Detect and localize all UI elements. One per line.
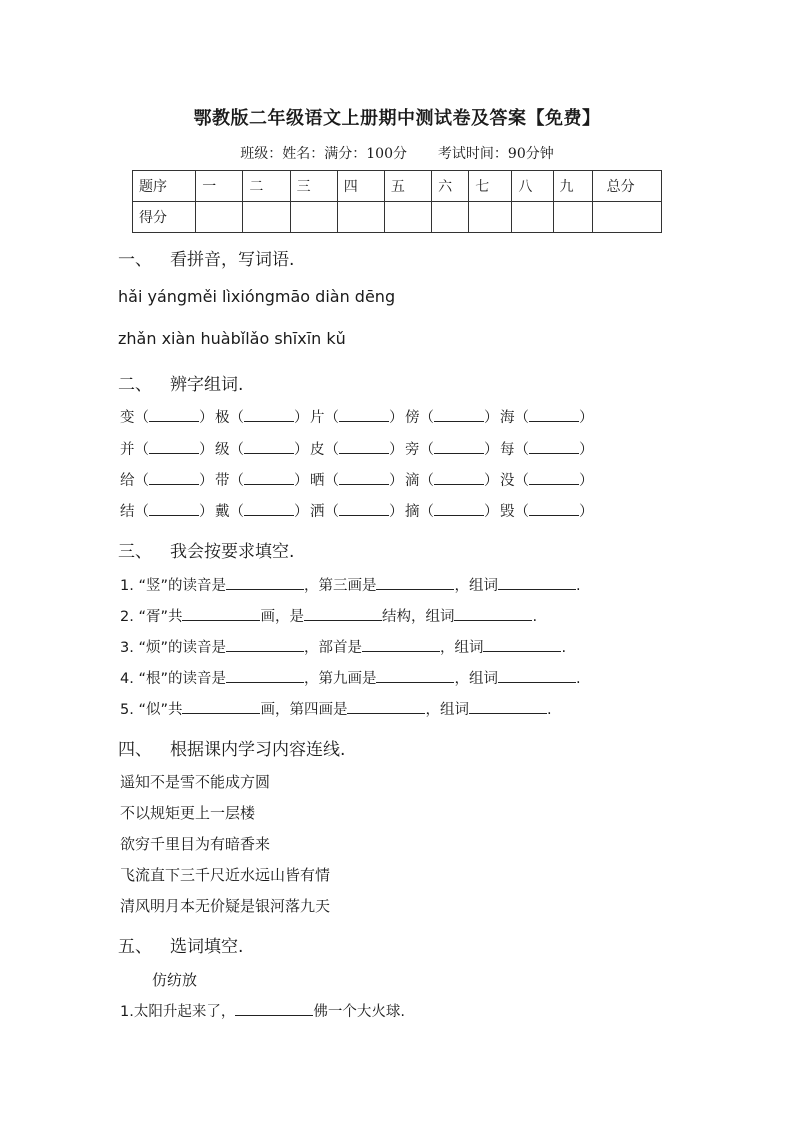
paren-open: （ (419, 473, 434, 489)
paren-open: （ (134, 410, 149, 426)
header-cell: 三 (290, 171, 337, 202)
word-blank[interactable] (529, 441, 579, 454)
score-label-cell: 得分 (133, 202, 196, 233)
paren-close: ） (484, 473, 499, 489)
word-blank[interactable] (149, 441, 199, 454)
word-blank[interactable] (244, 409, 294, 422)
char-row (120, 406, 595, 427)
score-cell[interactable] (243, 202, 290, 233)
word-choices: 仿纺放 (152, 971, 198, 989)
char-pair (500, 406, 595, 427)
section-2-heading (118, 370, 243, 395)
word-blank[interactable] (149, 503, 199, 516)
answer-blank[interactable] (347, 699, 425, 714)
header-cell: 题序 (133, 171, 196, 202)
char-pair (310, 500, 405, 521)
score-table (132, 170, 662, 233)
word-blank[interactable] (434, 409, 484, 422)
character: 摘 (405, 504, 420, 520)
word-blank[interactable] (339, 441, 389, 454)
poem-line[interactable]: 清风明月本无价疑是银河落九天 (120, 897, 331, 915)
question-text: 画，是 (260, 609, 304, 625)
word-blank[interactable] (434, 472, 484, 485)
header-cell: 六 (432, 171, 469, 202)
char-pair (405, 438, 500, 459)
fill-question-5 (120, 698, 552, 719)
question-text: ，组词 (454, 578, 498, 594)
paren-close: ） (484, 410, 499, 426)
char-pair (215, 406, 310, 427)
char-row (120, 438, 595, 459)
question-text: ，第三画是 (303, 578, 377, 594)
paren-close: ） (294, 442, 309, 458)
paren-open: （ (134, 473, 149, 489)
fill-question-3 (120, 636, 566, 657)
char-pair (405, 469, 500, 490)
score-table-header-row (133, 171, 662, 202)
character: 结 (120, 504, 135, 520)
paren-open: （ (134, 504, 149, 520)
header-cell: 总分 (592, 171, 661, 202)
paren-close: ） (199, 504, 214, 520)
char-pair (405, 406, 500, 427)
question-text: . (561, 640, 567, 656)
answer-blank[interactable] (235, 1001, 313, 1016)
question-text: 3. “烦”的读音是 (120, 640, 226, 656)
paren-close: ） (389, 473, 404, 489)
score-cell[interactable] (512, 202, 553, 233)
class-name-score-info: 班级：姓名：满分：100分 (240, 146, 407, 162)
paren-close: ） (294, 473, 309, 489)
char-pair (310, 406, 405, 427)
section-title: 看拼音，写词语. (170, 250, 295, 270)
score-table-score-row (133, 202, 662, 233)
header-cell: 四 (337, 171, 384, 202)
character: 晒 (310, 473, 325, 489)
answer-blank[interactable] (226, 637, 304, 652)
answer-blank[interactable] (469, 699, 547, 714)
section-number: 一、 (118, 250, 152, 270)
character: 极 (215, 410, 230, 426)
paren-close: ） (579, 504, 594, 520)
question-text: . (546, 702, 552, 718)
char-pair (310, 438, 405, 459)
score-cell[interactable] (553, 202, 592, 233)
section-number: 五、 (118, 937, 152, 957)
paren-open: （ (324, 442, 339, 458)
answer-blank[interactable] (226, 575, 304, 590)
answer-blank[interactable] (483, 637, 561, 652)
poem-line[interactable]: 不以规矩更上一层楼 (120, 804, 256, 822)
character: 海 (500, 410, 515, 426)
page-title: 鄂教版二年级语文上册期中测试卷及答案【免费】 (193, 108, 601, 129)
paren-open: （ (229, 442, 244, 458)
question-text: 结构，组词 (381, 609, 455, 625)
poem-line[interactable]: 欲穷千里目为有暗香来 (120, 835, 271, 853)
word-blank[interactable] (149, 472, 199, 485)
word-blank[interactable] (149, 409, 199, 422)
char-pair (310, 469, 405, 490)
paren-open: （ (324, 504, 339, 520)
character: 片 (310, 410, 325, 426)
fill-question-1 (120, 574, 581, 595)
exam-time: 考试时间：90分钟 (437, 146, 554, 162)
header-cell: 五 (384, 171, 431, 202)
character: 没 (500, 473, 515, 489)
answer-blank[interactable] (362, 637, 440, 652)
paren-close: ） (199, 442, 214, 458)
answer-blank[interactable] (498, 575, 576, 590)
sentence-1 (120, 1000, 405, 1021)
paren-open: （ (419, 442, 434, 458)
paren-close: ） (199, 410, 214, 426)
paren-close: ） (294, 504, 309, 520)
paren-close: ） (579, 442, 594, 458)
question-text: ，组词 (454, 671, 498, 687)
answer-blank[interactable] (454, 606, 532, 621)
character: 带 (215, 473, 230, 489)
char-pair (500, 438, 595, 459)
paren-open: （ (514, 504, 529, 520)
section-4-heading (118, 735, 345, 760)
char-pair (215, 438, 310, 459)
answer-blank[interactable] (182, 699, 260, 714)
paren-close: ） (389, 442, 404, 458)
score-cell[interactable] (592, 202, 661, 233)
section-title: 根据课内学习内容连线. (170, 740, 346, 760)
paren-open: （ (134, 442, 149, 458)
char-pair (120, 469, 215, 490)
paren-open: （ (324, 410, 339, 426)
char-pair (120, 406, 215, 427)
paren-open: （ (419, 410, 434, 426)
paren-close: ） (294, 410, 309, 426)
section-1-heading (118, 245, 294, 270)
char-pair (120, 500, 215, 521)
paren-close: ） (579, 473, 594, 489)
paren-open: （ (324, 473, 339, 489)
section-5-heading (118, 932, 243, 957)
answer-blank[interactable] (304, 606, 382, 621)
question-text: 5. “似”共 (120, 702, 183, 718)
header-cell: 九 (553, 171, 592, 202)
question-text: 4. “根”的读音是 (120, 671, 226, 687)
question-text: ，第九画是 (303, 671, 377, 687)
score-cell[interactable] (384, 202, 431, 233)
paren-open: （ (419, 504, 434, 520)
char-pair (215, 469, 310, 490)
character: 傍 (405, 410, 420, 426)
character: 级 (215, 442, 230, 458)
char-pair (500, 500, 595, 521)
section-number: 三、 (118, 542, 152, 562)
question-text: . (532, 609, 538, 625)
header-cell: 七 (469, 171, 512, 202)
pinyin-line-1: hǎi yángměi lìxióngmāo diàn dēng (118, 287, 396, 306)
word-blank[interactable] (529, 409, 579, 422)
poem-line[interactable]: 遥知不是雪不能成方圆 (120, 773, 271, 791)
word-blank[interactable] (434, 503, 484, 516)
char-row (120, 500, 595, 521)
section-number: 二、 (118, 375, 152, 395)
char-pair (405, 500, 500, 521)
score-cell[interactable] (337, 202, 384, 233)
answer-blank[interactable] (226, 668, 304, 683)
word-blank[interactable] (244, 472, 294, 485)
word-blank[interactable] (339, 503, 389, 516)
word-blank[interactable] (244, 441, 294, 454)
section-number: 四、 (118, 740, 152, 760)
score-cell[interactable] (469, 202, 512, 233)
fill-question-2 (120, 605, 537, 626)
pinyin-line-2: zhǎn xiàn huàbǐlǎo shīxīn kǔ (118, 329, 346, 348)
paren-close: ） (199, 473, 214, 489)
character: 皮 (310, 442, 325, 458)
word-blank[interactable] (434, 441, 484, 454)
character: 变 (120, 410, 135, 426)
char-row (120, 469, 595, 490)
answer-blank[interactable] (376, 668, 454, 683)
exam-info (0, 143, 794, 163)
word-blank[interactable] (339, 409, 389, 422)
word-blank[interactable] (529, 503, 579, 516)
answer-blank[interactable] (376, 575, 454, 590)
fill-question-4 (120, 667, 581, 688)
score-cell[interactable] (432, 202, 469, 233)
header-cell: 二 (243, 171, 290, 202)
section-title: 辨字组词. (170, 375, 244, 395)
answer-blank[interactable] (182, 606, 260, 621)
question-text: 1. “竖”的读音是 (120, 578, 226, 594)
character: 并 (120, 442, 135, 458)
paren-close: ） (389, 504, 404, 520)
word-blank[interactable] (529, 472, 579, 485)
question-text: ，组词 (439, 640, 484, 656)
char-pair (500, 469, 595, 490)
section-title: 我会按要求填空. (170, 542, 295, 562)
paren-close: ） (579, 410, 594, 426)
character: 毁 (500, 504, 515, 520)
char-pair (215, 500, 310, 521)
question-text: . (575, 671, 581, 687)
character: 旁 (405, 442, 420, 458)
paren-open: （ (229, 504, 244, 520)
word-blank[interactable] (339, 472, 389, 485)
paren-open: （ (514, 442, 529, 458)
paren-open: （ (514, 473, 529, 489)
score-cell[interactable] (290, 202, 337, 233)
question-text: 2. “胥”共 (120, 609, 183, 625)
character: 给 (120, 473, 135, 489)
question-text: 画，第四画是 (260, 702, 348, 718)
character: 戴 (215, 504, 230, 520)
paren-close: ） (484, 442, 499, 458)
char-pair (120, 438, 215, 459)
question-text: ，部首是 (303, 640, 362, 656)
paren-open: （ (229, 473, 244, 489)
character: 滴 (405, 473, 420, 489)
section-3-heading (118, 537, 294, 562)
paren-open: （ (229, 410, 244, 426)
poem-line[interactable]: 飞流直下三千尺近水远山皆有情 (120, 866, 331, 884)
question-text: ，组词 (425, 702, 469, 718)
paren-open: （ (514, 410, 529, 426)
question-text: . (575, 578, 581, 594)
score-cell[interactable] (196, 202, 243, 233)
character: 洒 (310, 504, 325, 520)
character: 每 (500, 442, 515, 458)
header-cell: 八 (512, 171, 553, 202)
answer-blank[interactable] (498, 668, 576, 683)
question-text: 1.太阳升起来了， (120, 1004, 236, 1020)
section-title: 选词填空. (170, 937, 244, 957)
paren-close: ） (389, 410, 404, 426)
header-cell: 一 (196, 171, 243, 202)
paren-close: ） (484, 504, 499, 520)
question-text: 佛一个大火球. (313, 1004, 405, 1020)
word-blank[interactable] (244, 503, 294, 516)
